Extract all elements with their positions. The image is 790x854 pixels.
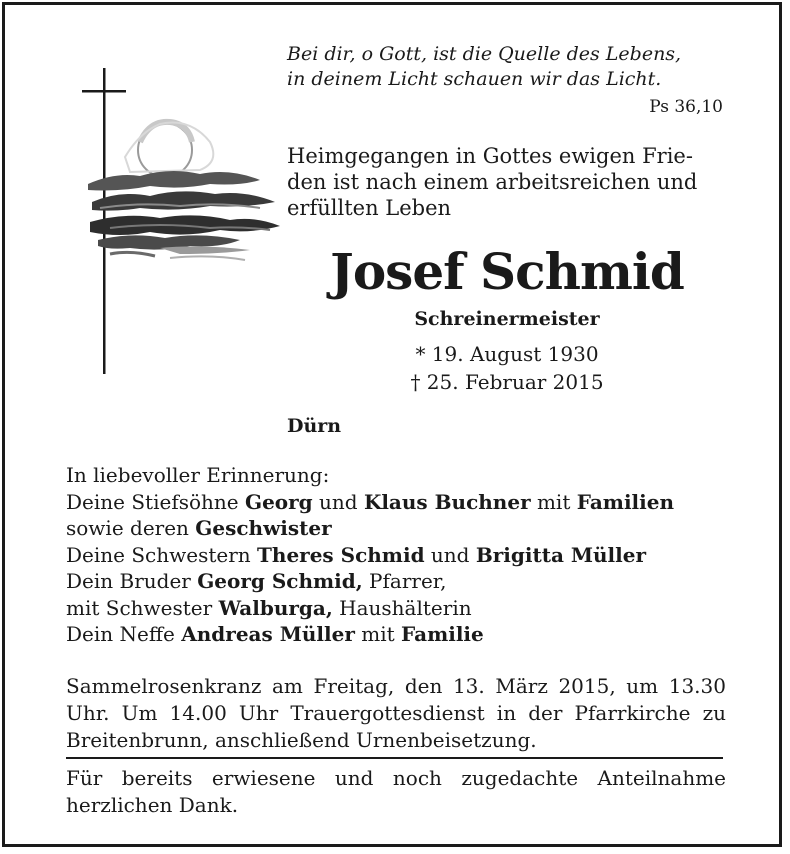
mourner-text: mit Schwester bbox=[66, 595, 219, 620]
mourner-name: Walburga, bbox=[218, 595, 333, 620]
mourner-text: sowie deren bbox=[66, 516, 196, 540]
death-date: † 25. Februar 2015 bbox=[410, 370, 604, 394]
verse-reference: Ps 36,10 bbox=[649, 97, 723, 117]
intro-line-2: den ist nach einem arbeitsreichen und bbox=[287, 170, 698, 194]
service-details: Sammelrosenkranz am Freitag, den 13. März 2015, um 13.30 Uhr. Um 14.00 Uhr Trauergottesdienst in der Pfarrkirche zu Breitenbrunn, anschließend Urnenbeisetzung. bbox=[66, 674, 726, 752]
mourner-text: Deine Schwestern bbox=[66, 542, 258, 567]
verse-line-1: Bei dir, o Gott, ist die Quelle des Lebens, bbox=[287, 43, 682, 65]
bible-verse bbox=[287, 42, 723, 92]
mourner-text: Dein Neffe bbox=[66, 622, 182, 646]
intro-text bbox=[287, 143, 727, 221]
mourner-line-nephew bbox=[66, 621, 736, 648]
intro-line-1: Heimgegangen in Gottes ewigen Frie- bbox=[287, 144, 693, 168]
mourner-line-stepsons bbox=[66, 489, 736, 516]
mourner-line-sisters bbox=[66, 542, 736, 569]
mourner-line-housekeeper bbox=[66, 595, 736, 622]
intro-line-3: erfüllten Leben bbox=[287, 196, 452, 220]
thanks-note: Für bereits erwiesene und noch zugedachte Anteilnahme herzlichen Dank. bbox=[66, 766, 726, 817]
mourners-list bbox=[66, 462, 736, 648]
residence-place: Dürn bbox=[287, 415, 342, 437]
mourner-name: Familien bbox=[576, 489, 675, 514]
mourner-text: Deine Stiefsöhne bbox=[66, 489, 245, 514]
cross-sun-landscape-icon bbox=[70, 62, 290, 382]
mourner-name: Klaus Buchner bbox=[363, 489, 531, 514]
birth-date: * 19. August 1930 bbox=[415, 342, 599, 366]
mourner-text: und bbox=[312, 489, 364, 514]
mourner-text: mit bbox=[354, 622, 401, 646]
deceased-occupation: Schreinermeister bbox=[414, 308, 600, 330]
mourner-name: Georg bbox=[244, 489, 313, 514]
mourners-heading: In liebevoller Erinnerung: bbox=[66, 463, 330, 487]
mourner-name: Familie bbox=[401, 622, 484, 646]
mourner-line-siblings bbox=[66, 515, 736, 542]
divider-line bbox=[66, 757, 723, 759]
mourner-name: Geschwister bbox=[195, 516, 332, 540]
mourner-name: Georg Schmid, bbox=[197, 569, 363, 593]
mourner-name: Theres Schmid bbox=[257, 542, 425, 567]
mourner-line-brother bbox=[66, 568, 736, 595]
deceased-name: Josef Schmid bbox=[330, 242, 684, 301]
mourner-name: Andreas Müller bbox=[181, 622, 355, 646]
mourner-text: Pfarrer, bbox=[362, 569, 447, 593]
mourner-text: und bbox=[424, 542, 476, 567]
mourner-text: Haushälterin bbox=[332, 595, 472, 620]
mourner-text: mit bbox=[530, 489, 577, 514]
verse-line-2: in deinem Licht schauen wir das Licht. bbox=[287, 68, 662, 90]
mourner-name: Brigitta Müller bbox=[475, 542, 646, 567]
mourner-text: Dein Bruder bbox=[66, 569, 198, 593]
